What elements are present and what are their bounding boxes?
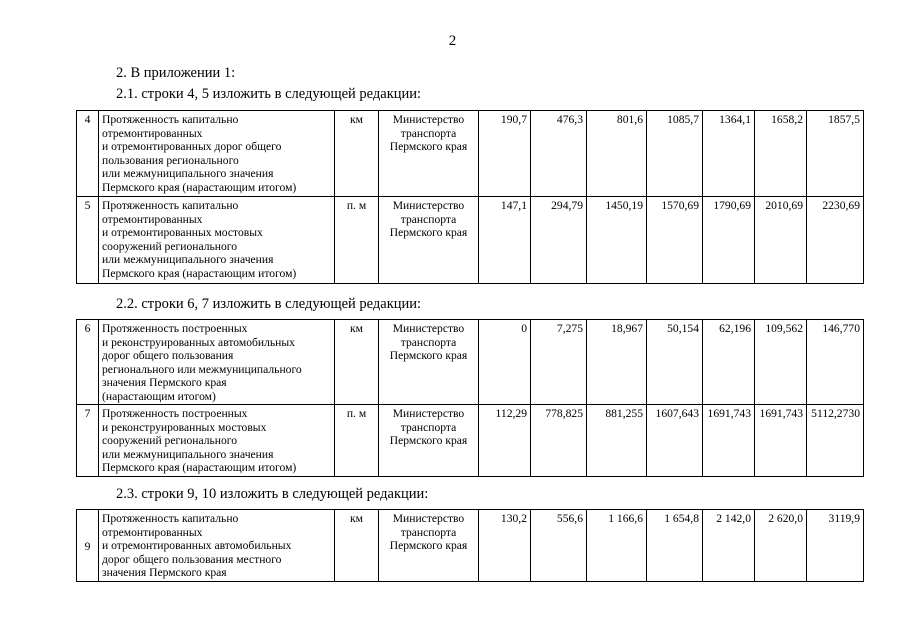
value-cell: 2230,69 bbox=[807, 197, 864, 284]
responsible-cell: Министерство транспорта Пермского края bbox=[379, 510, 479, 582]
value-cell: 1 654,8 bbox=[647, 510, 703, 582]
value-cell: 881,255 bbox=[587, 405, 647, 477]
value-cell: 3119,9 bbox=[807, 510, 864, 582]
heading-2-1: 2.1. строки 4, 5 изложить в следующей редакции: bbox=[116, 86, 422, 102]
value-cell: 1691,743 bbox=[755, 405, 807, 477]
value-cell: 112,29 bbox=[479, 405, 531, 477]
value-cell: 146,770 bbox=[807, 320, 864, 405]
value-cell: 2 620,0 bbox=[755, 510, 807, 582]
row-number: 4 bbox=[77, 111, 99, 197]
table-row bbox=[77, 405, 864, 477]
indicator-name: Протяженность построенных и реконструированных автомобильных дорог общего пользования регионального или межмуниципального значения Пермского края (нарастающим итогом) bbox=[99, 320, 335, 405]
value-cell: 1 166,6 bbox=[587, 510, 647, 582]
value-cell: 1085,7 bbox=[647, 111, 703, 197]
heading-2-2: 2.2. строки 6, 7 изложить в следующей редакции: bbox=[116, 296, 422, 312]
value-cell: 476,3 bbox=[531, 111, 587, 197]
responsible-cell: Министерство транспорта Пермского края bbox=[379, 405, 479, 477]
value-cell: 801,6 bbox=[587, 111, 647, 197]
row-number: 9 bbox=[77, 510, 99, 582]
row-number: 7 bbox=[77, 405, 99, 477]
table-rows-6-7 bbox=[76, 319, 864, 477]
indicator-name: Протяженность капитально отремонтированных и отремонтированных мостовых сооружений регионального или межмуниципального значения Пермского края (нарастающим итогом) bbox=[99, 197, 335, 284]
value-cell: 5112,2730 bbox=[807, 405, 864, 477]
indicator-name: Протяженность построенных и реконструированных мостовых сооружений регионального или межмуниципального значения Пермского края (нарастающим итогом) bbox=[99, 405, 335, 477]
unit-cell: п. м bbox=[335, 197, 379, 284]
value-cell: 1691,743 bbox=[703, 405, 755, 477]
value-cell: 7,275 bbox=[531, 320, 587, 405]
unit-cell: км bbox=[335, 111, 379, 197]
responsible-cell: Министерство транспорта Пермского края bbox=[379, 197, 479, 284]
table-row bbox=[77, 510, 864, 582]
value-cell: 294,79 bbox=[531, 197, 587, 284]
page-number: 2 bbox=[448, 33, 457, 49]
value-cell: 778,825 bbox=[531, 405, 587, 477]
value-cell: 50,154 bbox=[647, 320, 703, 405]
value-cell: 1658,2 bbox=[755, 111, 807, 197]
value-cell: 1570,69 bbox=[647, 197, 703, 284]
value-cell: 130,2 bbox=[479, 510, 531, 582]
indicator-name: Протяженность капитально отремонтированных и отремонтированных дорог общего пользования регионального или межмуниципального значения Пермского края (нарастающим итогом) bbox=[99, 111, 335, 197]
value-cell: 1450,19 bbox=[587, 197, 647, 284]
unit-cell: км bbox=[335, 510, 379, 582]
heading-2-3: 2.3. строки 9, 10 изложить в следующей редакции: bbox=[116, 486, 429, 502]
responsible-cell: Министерство транспорта Пермского края bbox=[379, 111, 479, 197]
responsible-cell: Министерство транспорта Пермского края bbox=[379, 320, 479, 405]
row-number: 6 bbox=[77, 320, 99, 405]
value-cell: 1790,69 bbox=[703, 197, 755, 284]
table-row-9 bbox=[76, 509, 864, 582]
table-row bbox=[77, 320, 864, 405]
table-rows-4-5 bbox=[76, 110, 864, 284]
value-cell: 62,196 bbox=[703, 320, 755, 405]
value-cell: 1364,1 bbox=[703, 111, 755, 197]
indicator-name: Протяженность капитально отремонтированных и отремонтированных автомобильных дорог общего пользования местного значения Пермского края bbox=[99, 510, 335, 582]
value-cell: 18,967 bbox=[587, 320, 647, 405]
unit-cell: км bbox=[335, 320, 379, 405]
row-number: 5 bbox=[77, 197, 99, 284]
value-cell: 147,1 bbox=[479, 197, 531, 284]
heading-annex-1: 2. В приложении 1: bbox=[116, 65, 236, 81]
value-cell: 556,6 bbox=[531, 510, 587, 582]
value-cell: 2 142,0 bbox=[703, 510, 755, 582]
value-cell: 190,7 bbox=[479, 111, 531, 197]
unit-cell: п. м bbox=[335, 405, 379, 477]
value-cell: 109,562 bbox=[755, 320, 807, 405]
table-row bbox=[77, 111, 864, 197]
table-row bbox=[77, 197, 864, 284]
value-cell: 2010,69 bbox=[755, 197, 807, 284]
value-cell: 1857,5 bbox=[807, 111, 864, 197]
value-cell: 0 bbox=[479, 320, 531, 405]
value-cell: 1607,643 bbox=[647, 405, 703, 477]
